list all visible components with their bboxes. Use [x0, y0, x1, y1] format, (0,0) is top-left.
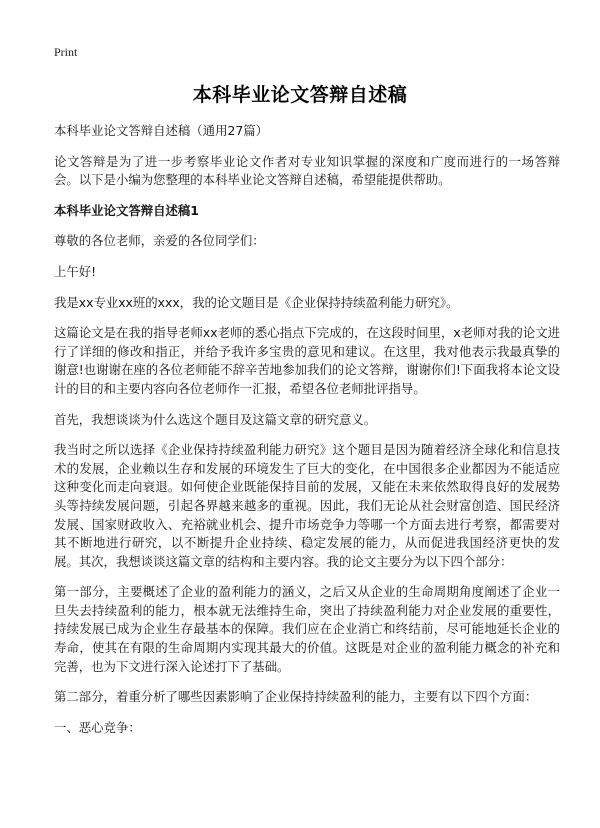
paragraph-part-two: 第二部分，着重分析了哪些因素影响了企业保持持续盈利的能力，主要有以下四个方面： [54, 689, 538, 705]
paragraph-good-morning: 上午好! [54, 263, 97, 279]
document-subtitle: 本科毕业论文答辩自述稿（通用27篇） [54, 123, 269, 138]
intro-paragraph: 论文答辩是为了进一步考察毕业论文作者对专业知识掌握的深度和广度而进行的一场答辩会。以下是小编为您整理的本科毕业论文答辩自述稿，希望能提供帮助。 [54, 153, 560, 188]
paragraph-self-intro: 我是xx专业xx班的xxx，我的论文题目是《企业保持持续盈利能力研究》。 [54, 294, 459, 310]
paragraph-topic-intro: 首先，我想谈谈为什么选这个题目及这篇文章的研究意义。 [54, 411, 377, 427]
print-link[interactable]: Print [54, 45, 78, 59]
document-title: 本科毕业论文答辩自述稿 [192, 84, 408, 106]
paragraph-topic-reason: 我当时之所以选择《企业保持持续盈利能力研究》这个题目是因为随着经济全球化和信息技术的发展，企业赖以生存和发展的环境发生了巨大的变化，在中国很多企业都因为不能适应这种变化而走向衰退。如何使企业既能保持目前的发展，又能在未来依然取得良好的发展势头等持续发展问题，引起各界越来越多的重视。因此，我们无论从社会财富创造、国民经济发展、国家财政收入、充裕就业机会、提升市场竞争力等哪一个方面去进行考察，都需要对其不断地进行研究，以不断提升企业持续、稳定发展的能力，从而促进我国经济更快的发展。其次，我想谈谈这篇文章的结构和主要内容。我的论文主要分为以下四个部分： [54, 442, 560, 569]
paragraph-part-one: 第一部分，主要概述了企业的盈利能力的涵义，之后又从企业的生命周期角度阐述了企业一旦失去持续盈利的能力，根本就无法维持生命，突出了持续盈利能力对企业发展的重要性，持续发展已成为企业生存最基本的保障。我们应在企业消亡和终结前，尽可能地延长企业的寿命，使其在有限的生命周期内实现其最大的价值。这既是对企业的盈利能力概念的补充和完善，也为下文进行深入论述打下了基础。 [54, 584, 560, 674]
section-heading: 本科毕业论文答辩自述稿1 [54, 202, 199, 218]
paragraph-item-one: 一、恶心竞争： [54, 719, 141, 735]
document-body [54, 122, 560, 749]
paragraph-thanks: 这篇论文是在我的指导老师xx老师的悉心指点下完成的，在这段时间里，x老师对我的论文进行了详细的修改和指正，并给予我许多宝贵的意见和建议。在这里，我对他表示我最真挚的谢意!也谢谢在座的各位老师能不辞辛苦地参加我们的论文答辩，谢谢你们!下面我将本论文设计的目的和主要内容向各位老师作一汇报，希望各位老师批评指导。 [54, 325, 560, 396]
paragraph-greeting: 尊敬的各位老师，亲爱的各位同学们： [54, 233, 265, 249]
